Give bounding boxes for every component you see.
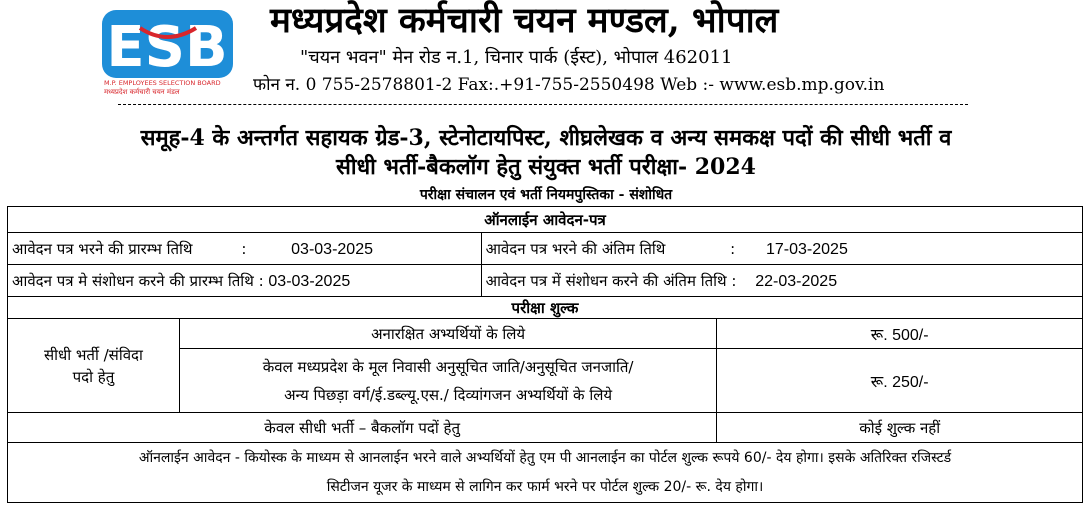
correction-start-cell [8, 265, 482, 297]
table-row [8, 265, 1083, 297]
table-row [8, 319, 1083, 349]
reserved-label-cell [179, 349, 716, 413]
start-date-value: 03-03-2025 [291, 240, 373, 258]
unreserved-fee: रू. 500/- [717, 319, 1083, 349]
direct-recruitment-label-2: पदो हेतु [72, 367, 115, 386]
notice-title [0, 124, 1092, 182]
online-application-heading: ऑनलाईन आवेदन-पत्र [8, 207, 1083, 233]
organization-name: मध्यप्रदेश कर्मचारी चयन मण्डल, भोपाल [270, 0, 779, 41]
table-row [8, 413, 1083, 443]
divider [118, 104, 968, 105]
fee-heading: परीक्षा शुल्क [8, 297, 1083, 319]
contact-info: फोन न. 0 755-2578801-2 Fax:.+91-755-2550498 Web :- www.esb.mp.gov.in [253, 75, 885, 95]
end-date-label: आवेदन पत्र भरने की अंतिम तिथि [485, 239, 666, 258]
logo-hindi-subtext: मध्यप्रदेश कर्मचारी चयन मंडल [104, 88, 180, 96]
backlog-fee: कोई शुल्क नहीं [717, 413, 1083, 443]
reserved-label-1: केवल मध्यप्रदेश के मूल निवासी अनुसूचित जाति/अनुसूचित जनजाति/ [262, 357, 634, 376]
colon: : [258, 271, 264, 290]
end-date-value: 17-03-2025 [766, 240, 848, 258]
logo-subtext: M.P. EMPLOYEES SELECTION BOARD [104, 79, 221, 87]
application-info-table [7, 206, 1083, 503]
note-line-1: ऑनलाईन आवेदन - कियोस्क के माध्यम से आनलाईन भरने वाले अभ्यर्थियों हेतु एम पी आनलाईन का पोर्टल शुल्क रूपये 60/- देय होगा। इसके अतिरिक्त रजिस्टर्ड [138, 449, 952, 466]
correction-start-value: 03-03-2025 [268, 272, 351, 290]
esb-logo [100, 6, 235, 96]
colon: : [241, 239, 247, 258]
title-line-1: समूह-4 के अन्तर्गत सहायक ग्रेड-3, स्टेनोटायपिस्ट, शीघ्रलेखक व अन्य समकक्ष पदों की सीधी भर्ती व [140, 125, 952, 151]
notice-subtitle: परीक्षा संचालन एवं भर्ती नियमपुस्तिका - संशोधित [419, 187, 673, 203]
end-date-cell [481, 233, 1082, 265]
reserved-fee: रू. 250/- [717, 349, 1083, 413]
unreserved-label: अनारक्षित अभ्यर्थियों के लिये [179, 319, 716, 349]
direct-recruitment-cell [8, 319, 180, 413]
logo-letters: ESB [106, 15, 228, 80]
table-row [8, 207, 1083, 233]
colon: : [731, 271, 737, 290]
portal-fee-note [8, 443, 1083, 503]
start-date-label: आवेदन पत्र भरने की प्रारम्भ तिथि [12, 239, 193, 258]
start-date-cell [8, 233, 482, 265]
backlog-label: केवल सीधी भर्ती – बैकलॉग पदों हेतु [8, 413, 717, 443]
direct-recruitment-label-1: सीधी भर्ती /संविदा [43, 345, 143, 364]
table-row [8, 233, 1083, 265]
correction-end-cell [481, 265, 1082, 297]
address: "चयन भवन" मेन रोड न.1, चिनार पार्क (ईस्ट), भोपाल 462011 [300, 47, 733, 68]
correction-end-value: 22-03-2025 [755, 272, 838, 290]
colon: : [730, 239, 736, 258]
table-row [8, 443, 1083, 503]
note-line-2: सिटीजन यूजर के माध्यम से लागिन कर फार्म भरने पर पोर्टल शुल्क 20/- रू. देय होगा। [326, 478, 764, 495]
reserved-label-2: अन्य पिछड़ा वर्ग/ई.डब्ल्यू.एस./ दिव्यांगजन अभ्यर्थियों के लिये [284, 385, 613, 404]
correction-end-label: आवेदन पत्र में संशोधन करने की अंतिम तिथि [485, 271, 727, 290]
title-line-2: सीधी भर्ती-बैकलॉग हेतु संयुक्त भर्ती परीक्षा- 2024 [336, 154, 756, 180]
table-row [8, 297, 1083, 319]
correction-start-label: आवेदन पत्र मे संशोधन करने की प्रारम्भ तिथि [12, 271, 254, 290]
